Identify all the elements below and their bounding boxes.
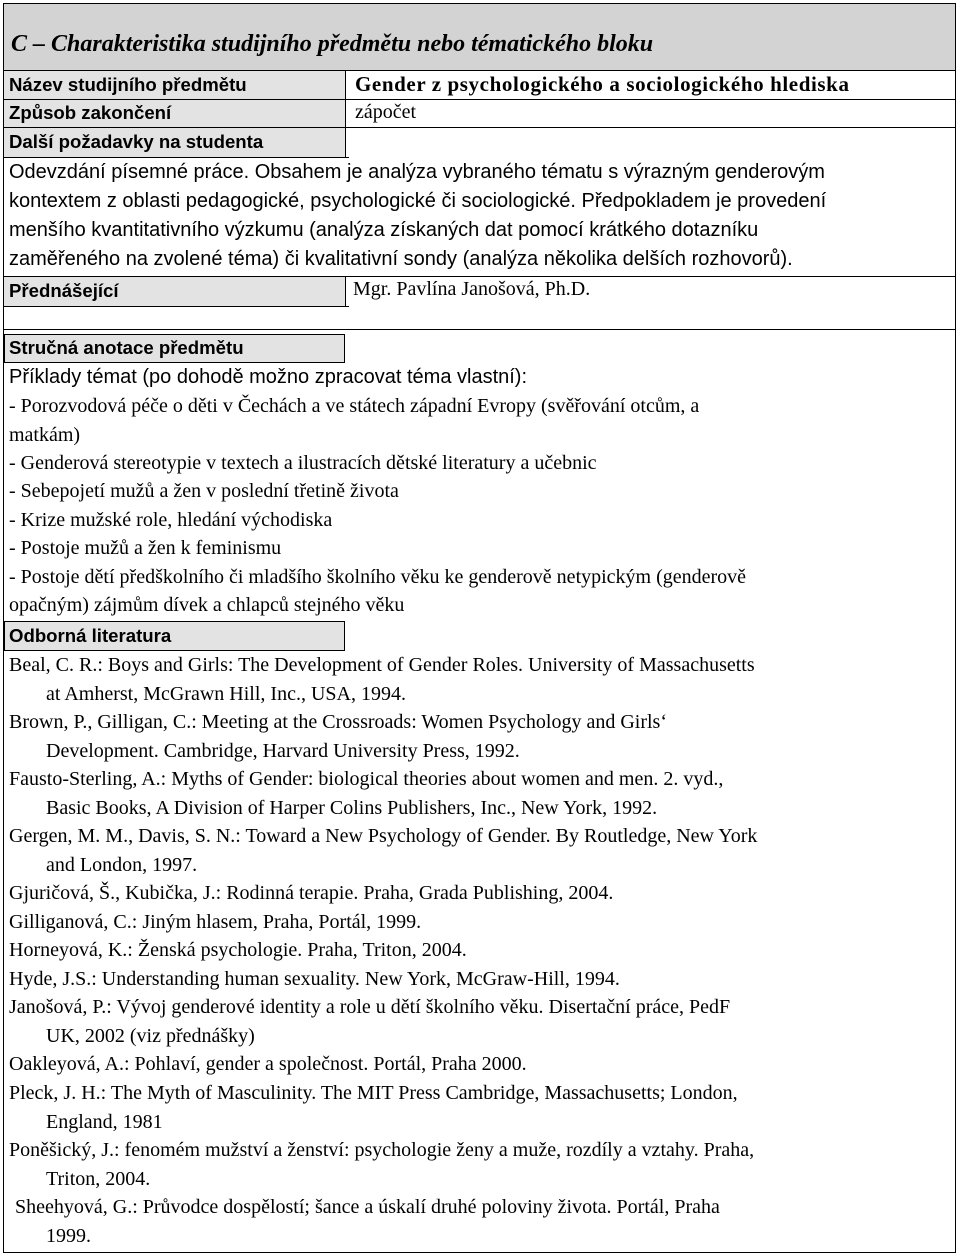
- annotation-line: - Porozvodová péče o děti v Čechách a ve státech západní Evropy (svěřování otcům, a: [9, 395, 700, 417]
- reference-continuation: Basic Books, A Division of Harper Colins Publishers, Inc., New York, 1992.: [46, 797, 658, 819]
- annotation-line: - Genderová stereotypie v textech a ilustracích dětské literatury a učebnic: [9, 452, 597, 474]
- reference-item: Gjuričová, Š., Kubička, J.: Rodinná terapie. Praha, Grada Publishing, 2004.: [9, 882, 614, 904]
- reference-item: Brown, P., Gilligan, C.: Meeting at the Crossroads: Women Psychology and Girls‘: [9, 711, 667, 733]
- reference-continuation: UK, 2002 (viz přednášky): [46, 1025, 255, 1047]
- reference-continuation: England, 1981: [46, 1111, 163, 1133]
- annotation-heading: Stručná anotace předmětu: [9, 337, 244, 358]
- requirements-line: kontextem z oblasti pedagogické, psychologické či sociologické. Předpokladem je provedení: [9, 190, 827, 212]
- requirements-line: menšího kvantitativního výzkumu (analýza získaných dat pomocí krátkého dotazníku: [9, 219, 759, 241]
- reference-item: Gergen, M. M., Davis, S. N.: Toward a New Psychology of Gender. By Routledge, New York: [9, 825, 758, 847]
- reference-continuation: Development. Cambridge, Harvard University Press, 1992.: [46, 740, 520, 762]
- lecturer-value: Mgr. Pavlína Janošová, Ph.D.: [353, 278, 591, 300]
- reference-item: Hyde, J.S.: Understanding human sexuality. New York, McGraw-Hill, 1994.: [9, 968, 620, 990]
- requirements-line: Odevzdání písemné práce. Obsahem je analýza vybraného tématu s výrazným genderovým: [9, 161, 825, 183]
- reference-continuation: at Amherst, McGrawn Hill, Inc., USA, 1994.: [46, 683, 406, 705]
- course-name-value: Gender z psychologického a sociologického hlediska: [355, 72, 850, 96]
- reference-continuation: and London, 1997.: [46, 854, 198, 876]
- reference-continuation: Triton, 2004.: [46, 1168, 151, 1190]
- label-cell-literature: [4, 621, 345, 651]
- annotation-line: opačným) zájmům dívek a chlapců stejného věku: [9, 594, 405, 616]
- annotation-line: Příklady témat (po dohodě možno zpracovat téma vlastní):: [9, 366, 528, 388]
- reference-item: Fausto-Sterling, A.: Myths of Gender: biological theories about women and men. 2. vyd.,: [9, 768, 724, 790]
- completion-label: Způsob zakončení: [9, 102, 172, 123]
- section-title-bar: [4, 4, 955, 71]
- requirements-line: zaměřeného na zvolené téma) či kvalitativní sondy (analýza několika delších rozhovorů).: [9, 248, 793, 270]
- reference-item: Horneyová, K.: Ženská psychologie. Praha, Triton, 2004.: [9, 939, 467, 961]
- label-cell-course-name: [4, 71, 345, 99]
- reference-item: Poněšický, J.: fenomém mužství a ženství: psychologie ženy a muže, rozdíly a vztahy. Praha,: [9, 1139, 755, 1161]
- annotation-line: - Postoje dětí předškolního či mladšího školního věku ke genderově netypickým (genderově: [9, 566, 747, 588]
- reference-item: Oakleyová, A.: Pohlaví, gender a společnost. Portál, Praha 2000.: [9, 1053, 527, 1075]
- annotation-line: - Sebepojetí mužů a žen v poslední třetině života: [9, 480, 399, 502]
- annotation-line: - Krize mužské role, hledání východiska: [9, 509, 333, 531]
- requirements-label: Další požadavky na studenta: [9, 131, 264, 152]
- annotation-line: - Postoje mužů a žen k feminismu: [9, 537, 282, 559]
- label-cell-annotation: [4, 334, 345, 363]
- section-title: C – Charakteristika studijního předmětu nebo tématického bloku: [11, 31, 654, 57]
- reference-continuation: 1999.: [46, 1225, 91, 1247]
- label-cell-completion: [4, 100, 345, 127]
- completion-value: zápočet: [355, 101, 417, 123]
- reference-item: Beal, C. R.: Boys and Girls: The Development of Gender Roles. University of Massachusetts: [9, 654, 755, 676]
- label-cell-requirements: [4, 128, 345, 157]
- label-cell-lecturer: [4, 277, 345, 306]
- reference-item: Gilliganová, C.: Jiným hlasem, Praha, Portál, 1999.: [9, 911, 422, 933]
- literature-heading: Odborná literatura: [9, 625, 172, 646]
- reference-item: Sheehyová, G.: Průvodce dospělostí; šance a úskalí druhé poloviny života. Portál, Praha: [15, 1196, 720, 1218]
- annotation-line: matkám): [9, 424, 81, 446]
- course-name-label: Název studijního předmětu: [9, 74, 247, 95]
- lecturer-label: Přednášející: [9, 280, 119, 301]
- reference-item: Janošová, P.: Vývoj genderové identity a role u dětí školního věku. Disertační práce, PedF: [9, 996, 731, 1018]
- reference-item: Pleck, J. H.: The Myth of Masculinity. The MIT Press Cambridge, Massachusetts; London,: [9, 1082, 738, 1104]
